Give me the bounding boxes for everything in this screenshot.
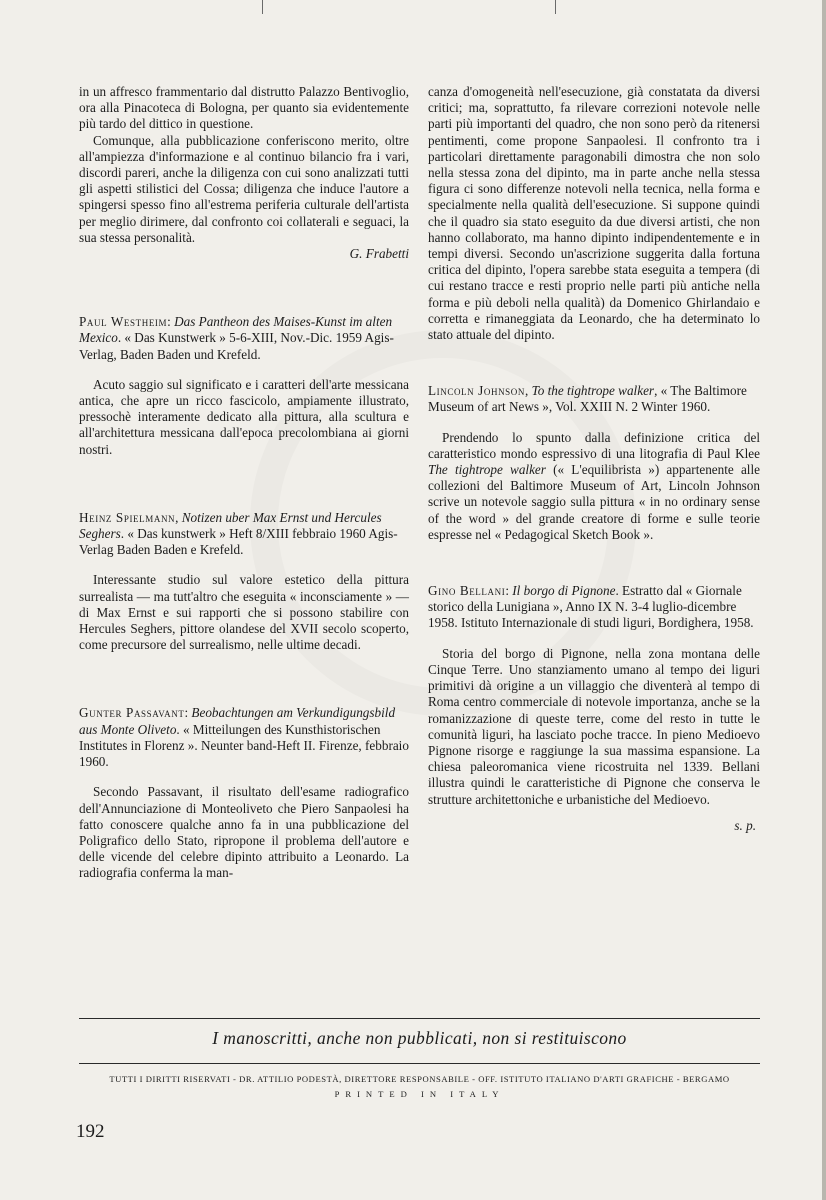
continuation-paragraph: canza d'omogeneità nell'esecuzione, già constatata da diversi critici; ma, soprattutto, fa rilevare correzioni notevole nelle parti più importanti del quadro, che non sono però da ritenersi pentimenti, come propone Sanpaolesi. Il confronto tra i particolari direttamente paragonabili dimostra che non solo nella stessa zona del dipinto, ma in parte anche nella stessa figura ci sono differenze notevoli nella tecnica, nella forma e specialmente nella qualità dell'esecuzione. Si suppone quindi che il quadro sia stato eseguito da due diversi artisti, che non hanno collaborato, ma hanno dipinto indipendentemente e in tempi diversi. Secondo un'ascrizione suggerita dalla fortuna critica del dipinto, l'opera sarebbe stata eseguita a tempera (di cui restano tracce e resti proprio nelle parti più antiche nella forma e più deboli nella qualità) da Domenico Ghirlandaio e corretta e rimaneggiata da Leonardo, che ha determinato lo stato attuale del dipinto. bbox=[428, 84, 760, 343]
review-body: Storia del borgo di Pignone, nella zona montana delle Cinque Terre. Uno stanziamento umano al tempo dei liguri primitivi dà origine a un villaggio che diventerà al tempo di Roma centro commerciale di notevole importanza, anche se la romanizzazione di queste terre, come del resto in tutte le comunità liguri, ha lasciato poche tracce. In pieno Medioevo Pignone risorge e raggiunge la sua massima espansione. La chiesa paleoromanica viene ricostruita nel 1339. Bellani illustra quindi le caratteristiche di Pignone che conserva le strutture architettoniche e urbanistiche del Medioevo. bbox=[428, 645, 760, 807]
review-author: Gino Bellani bbox=[428, 583, 506, 599]
review-heading: Gino Bellani: Il borgo di Pignone. Estratto dal « Giornale storico della Lunigiana », Anno IX N. 3-4 luglio-dicembre 1958. Istituto Internazionale di studi liguri, Bordighera, 1958. bbox=[428, 583, 754, 631]
page-edge bbox=[822, 0, 826, 1200]
review-title: Il borgo di Pignone bbox=[512, 583, 616, 599]
intro-paragraph: in un affresco frammentario dal distrutto Palazzo Bentivoglio, ora alla Pinacoteca di Bologna, per quanto sia evidentemente più tardo del dittico in questione. bbox=[79, 84, 409, 132]
review-title: Beobachtungen am Verkundigungsbild aus Monte Oliveto bbox=[79, 705, 396, 737]
review-heading: Lincoln Johnson, To the tightrope walker, « The Baltimore Museum of art News », Vol. XXIII N. 2 Winter 1960. bbox=[428, 383, 747, 415]
review-title: Das Pantheon des Maises-Kunst im alten Mexico bbox=[79, 314, 393, 346]
review-heading: Gunter Passavant: Beobachtungen am Verkundigungsbild aus Monte Oliveto. « Mitteilungen des Kunsthistorischen Institutes in Florenz ». Neunter band-Heft II. Firenze, febbraio 1960. bbox=[79, 705, 409, 770]
review-citation: « The Baltimore Museum of art News », Vol. XXIII N. 2 Winter 1960. bbox=[428, 383, 747, 415]
right-column bbox=[428, 84, 760, 834]
footer-rights: TUTTI I DIRITTI RISERVATI - DR. ATTILIO PODESTÀ, DIRETTORE RESPONSABILE - OFF. ISTITUTO ITALIANO D'ARTI GRAFICHE - BERGAMO bbox=[109, 1074, 730, 1084]
review-citation: « Mitteilungen des Kunsthistorischen Institutes in Florenz ». Neunter band-Heft II. Firenze, febbraio 1960. bbox=[79, 721, 409, 770]
review-author: Paul Westheim bbox=[79, 314, 168, 330]
review-author: Lincoln Johnson bbox=[428, 383, 525, 399]
review-body: Acuto saggio sul significato e i caratteri dell'arte messicana antica, che apre un ricco fascicolo, ampiamente illustrato, pressochè interamente dedicato alla pittura, alla scultura e all'architettura messicana dall'epoca precolombiana ai giorni nostri. bbox=[79, 376, 409, 457]
review-author: Heinz Spielmann bbox=[79, 509, 176, 525]
signature: G. Frabetti bbox=[349, 246, 409, 262]
review-body-text: (« L'equilibrista ») appartenente alle collezioni del Baltimore Museum of Art, Lincoln Johnson scrive un notevole saggio sulla pittura « in no ordinary sense of the word » del grande creatore di forme e sulle teorie espresse nel « Pedagogical Sketch Book ». bbox=[428, 462, 760, 542]
review-citation: « Das Kunstwerk » 5-6-XIII, Nov.-Dic. 1959 Agis-Verlag, Baden Baden und Krefeld. bbox=[79, 330, 394, 362]
review-body-text: Prendendo lo spunto dalla definizione critica del caratteristico mondo espressivo di una litografia di Paul Klee bbox=[428, 429, 760, 461]
review-heading: Paul Westheim: Das Pantheon des Maises-Kunst im alten Mexico. « Das Kunstwerk » 5-6-XIII, Nov.-Dic. 1959 Agis-Verlag, Baden Baden und Krefeld. bbox=[79, 314, 394, 362]
review-body: Secondo Passavant, il risultato dell'esame radiografico dell'Annunciazione di Monteoliveto che Piero Sanpaolesi ha fatto conoscere qualche anno fa in una pubblicazione del Poligrafico dello Stato, ripropone il problema dell'autore e delle vicende del celebre dipinto attribuito a Leonardo. La radiografia conferma la man- bbox=[79, 784, 409, 881]
page-number: 192 bbox=[76, 1121, 105, 1142]
scan-tick-mark bbox=[555, 0, 556, 14]
review-author: Gunter Passavant bbox=[79, 705, 185, 721]
footer-rule-bottom bbox=[79, 1063, 760, 1064]
footer-printed: PRINTED IN ITALY bbox=[334, 1089, 505, 1099]
signature: s. p. bbox=[734, 817, 756, 833]
review-heading: Heinz Spielmann, Notizen uber Max Ernst und Hercules Seghers. « Das kunstwerk » Heft 8/XIII febbraio 1960 Agis-Verlag Baden Baden e Krefeld. bbox=[79, 509, 398, 558]
review-citation: Estratto dal « Giornale storico della Lunigiana », Anno IX N. 3-4 luglio-dicembre 1958. Istituto Internazionale di studi liguri, Bordighera, 1958. bbox=[428, 583, 754, 631]
review-body: Interessante studio sul valore estetico della pittura surrealista — ma tutt'altro che eseguita « inconsciamente » — di Max Ernst e sui rapporti che si possono stabilire con Hercules Seghers, pittore olandese del XVII secolo scoperto, come precursore del surrealismo, nelle ultime decadi. bbox=[79, 572, 409, 653]
left-column bbox=[79, 84, 409, 882]
review-title: Notizen uber Max Ernst und Hercules Seghers bbox=[79, 509, 382, 542]
review-body bbox=[428, 430, 760, 543]
scan-tick-mark bbox=[262, 0, 263, 14]
review-citation: « Das kunstwerk » Heft 8/XIII febbraio 1960 Agis-Verlag Baden Baden e Krefeld. bbox=[79, 526, 398, 558]
review-body-title: The tightrope walker bbox=[428, 462, 546, 478]
footer-notice: I manoscritti, anche non pubblicati, non si restituiscono bbox=[212, 1028, 627, 1048]
review-title: To the tightrope walker bbox=[531, 383, 655, 399]
footer-rule-top bbox=[79, 1018, 760, 1019]
intro-paragraph: Comunque, alla pubblicazione conferiscono merito, oltre all'ampiezza d'informazione e al continuo bilancio fra i vari, discordi pareri, anche la diligenza con cui sono analizzati tutti gli aspetti stilistici del Cossa; diligenza che induce l'autore a spingersi spesso fino all'estrema periferia culturale dell'artista per meglio dirimere, dal confronto coi collaterali e seguaci, la sua stessa personalità. bbox=[79, 132, 409, 245]
